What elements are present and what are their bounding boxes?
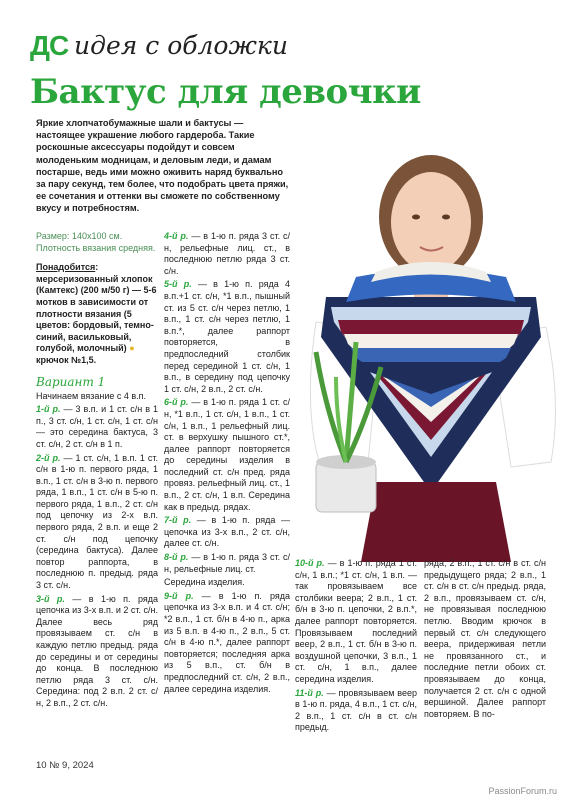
header [30,28,550,61]
row-label: 8-й р. [164,552,189,563]
page-footer: 10 № 9, 2024 [36,760,94,771]
row-label: 5-й р. [164,279,192,290]
watermark: PassionForum.ru [488,786,557,796]
row-paragraph [36,453,158,592]
row-label: 7-й р. [164,515,192,526]
row-paragraph [164,515,290,550]
cover-photo-girl-with-shawl [296,122,563,562]
row-paragraph [164,552,290,575]
row-paragraph [295,558,417,686]
magazine-logo: ДС [30,30,69,61]
row-text: — в 1-ю п. ряда цепочка из 3-х в.п. и 2 ст. с/н. Далее весь ряд провязываем ст. с/н в каждую петлю предыд. ряда до середины и от середины до конца. В последнюю петлю ряда 3 ст. с/н. Середина: под 2 в.п. 2 ст. с/н, 2 в.п., 2 ст. с/н. [36,593,159,708]
row-label: 3-й р. [36,593,65,604]
row-label: 6-й р. [164,397,189,408]
variant-title: Вариант 1 [36,374,106,389]
row-label: 1-й р. [36,404,61,415]
row-label: 11-й р. [295,687,324,698]
row-paragraph [164,577,290,589]
section-title: идея с обложки [74,31,288,60]
row-text: — в 1-ю п. ряда 4 в.п.+1 ст. с/н, *1 в.п., пышный ст. из 5 ст. с/н через петлю, 1 в.п., 1 ст. с/н через петлю, 1 в.п.*, далее раппорт повторяется, в предпоследний столбик перед серединой 1 ст. с/н, 1 в.п., в середину под цепочку 1 ст. с/н, 2 в.п., 2 ст. с/н. [164,279,291,394]
text-column-1 [36,231,158,712]
hook-text: крючок №1,5. [36,354,97,365]
start-text: Начинаем вязание с 4 в.п. [36,390,147,401]
text-column-4 [424,558,546,722]
text-column-3 [295,558,417,736]
row-text: — 3 в.п. и 1 ст. с/н в 1 п., 3 ст. с/н, 1 ст. с/н, 1 ст. с/н — это середина бактуса, 3 ст. с/н, 2 ст. с/н в 1 п. [36,404,158,449]
row-label: 2-й р. [36,452,61,463]
row-text: — в 1-ю п. ряда 1 ст. с/н, 1 в.п.; *1 ст. с/н, 1 в.п. — так провязываем все столбики веера; 2 в.п., 1 ст. б/н в 3-ю п. цепочки, 2 в.п.*, далее раппорт повторяется. Провязываем последний веер, 2 в.п., 1 ст. б/н в 3-ю п. воздушной цепочки, 3 в.п., 1 ст. с/н, 1 в.п., далее середина изделия. [295,558,417,684]
row-text: — 1 ст. с/н, 1 в.п. 1 ст. с/н в 1-ю п. первого ряда, 1 в.п., 1 ст. с/н в 3-ю п. первого ряда, 1 в.п., 1 ст. с/н в 5-ю п. первого ряда, 1 в.п., 2 ст. с/н под цепочку из 2-х в.п. первого ряда, 2 в.п. и еще 2 ст. с/н под цепочку (середина бактуса). Далее повтор раппорта, в последнюю п. предыд. ряда 3 ст. с/н. [36,452,158,591]
materials-info [36,262,158,366]
materials-text: : мерсеризованный хлопок (Камтекс) (200 м/50 г) — 5-6 мотков в зависимости от плотности вязания (5 цветов: бордовый, темно-синий, васильковый, голубой, молочный) [36,262,157,354]
page-title: Бактус для девочки [30,72,421,112]
size-info: Размер: 140х100 см. Плотность вязания средняя. [36,231,156,253]
row-paragraph [164,591,290,695]
row-text: — в 1-ю п. ряда цепочка из 3-х в.п. и 4 ст. с/н; *2 в.п., 1 ст. б/н в 4-ю п., арка из 5 в.п. в 4-ю п., 2 в.п., 5 ст. с/н в 4-ю п.*, далее раппорт повторяется; последняя арка из 5 в.п., ст. б/н в предпоследний ст. с/н, 2 в.п., далее середина изделия. [164,590,290,694]
row-paragraph [36,594,158,710]
row-label: 9-й р. [164,590,194,601]
intro-text: Яркие хлопчатобумажные шали и бактусы — настоящее украшение любого гардероба. Такие роскошные аксессуары подойдут и совсем молоденьким модницам, и деловым леди, и дамам постарше, ведь ими можно оживить наряд буквально за пару секунд, тем более, что подобрать цвета пряжи, ее сочетания и оттенки вы сможете по собственному вкусу и потребностям. [36,118,289,214]
row-label: 4-й р. [164,231,189,241]
row-paragraph [295,688,417,734]
row-paragraph [424,558,546,720]
row-label: 10-й р. [295,558,325,568]
row-paragraph [164,397,290,513]
row-text: — в 1-ю п. ряда — цепочка из 3-х в.п., 2 ст. с/н, далее ст. с/н. [164,515,290,549]
row-paragraph [164,231,290,277]
materials-label: Понадобится [36,262,96,273]
row-text: ряда; 2 в.п., 1 ст. с/н в ст. с/н предыдущего ряда; 2 в.п., 1 ст. с/н в ст. с/н предыд. ряда, 2 в.п., провязываем ст. с/н, не провязывая последнюю петлю. Вводим крючок в первый ст. с/н следующего веера, придерживая петли не провязанного ст., и последние петли обоих ст. провязываем до конца, получается 2 ст. с/н с одной вершиной. Далее раппорт повторяем. В по- [424,558,546,719]
row-paragraph [36,404,158,450]
row-paragraph [164,279,290,395]
row-text: — в 1-ю п. ряда 3 ст. с/н, рельефные лиц. ст. [164,552,291,574]
row-text: Середина изделия. [164,577,245,588]
row-text: — в 1-ю п. ряда 3 ст. с/н, рельефные лиц. ст., в последнюю петлю ряда 3 ст. с/н. [164,231,291,276]
bullet-dot: ● [129,343,135,354]
row-text: — провязываем веер в 1-ю п. ряда, 4 в.п., 1 ст. с/н, 2 в.п., 1 ст. с/н в ст. с/н предыд. [295,687,418,733]
row-text: — в 1-ю п. ряда 1 ст. с/н, *1 в.п., 1 ст. с/н, 1 в.п., 1 ст. с/н, 1 в.п., 1 рельефный лиц. ст. в верхушку пышного ст.*, далее раппорт повторяется до середины изделия в последний ст. с/н пред. ряда провяз. рельефный лиц. ст., 1 в.п., 2 ст. с/н, 1 в.п. Середина как в предыд. рядах. [164,397,291,512]
text-column-2 [164,231,290,697]
